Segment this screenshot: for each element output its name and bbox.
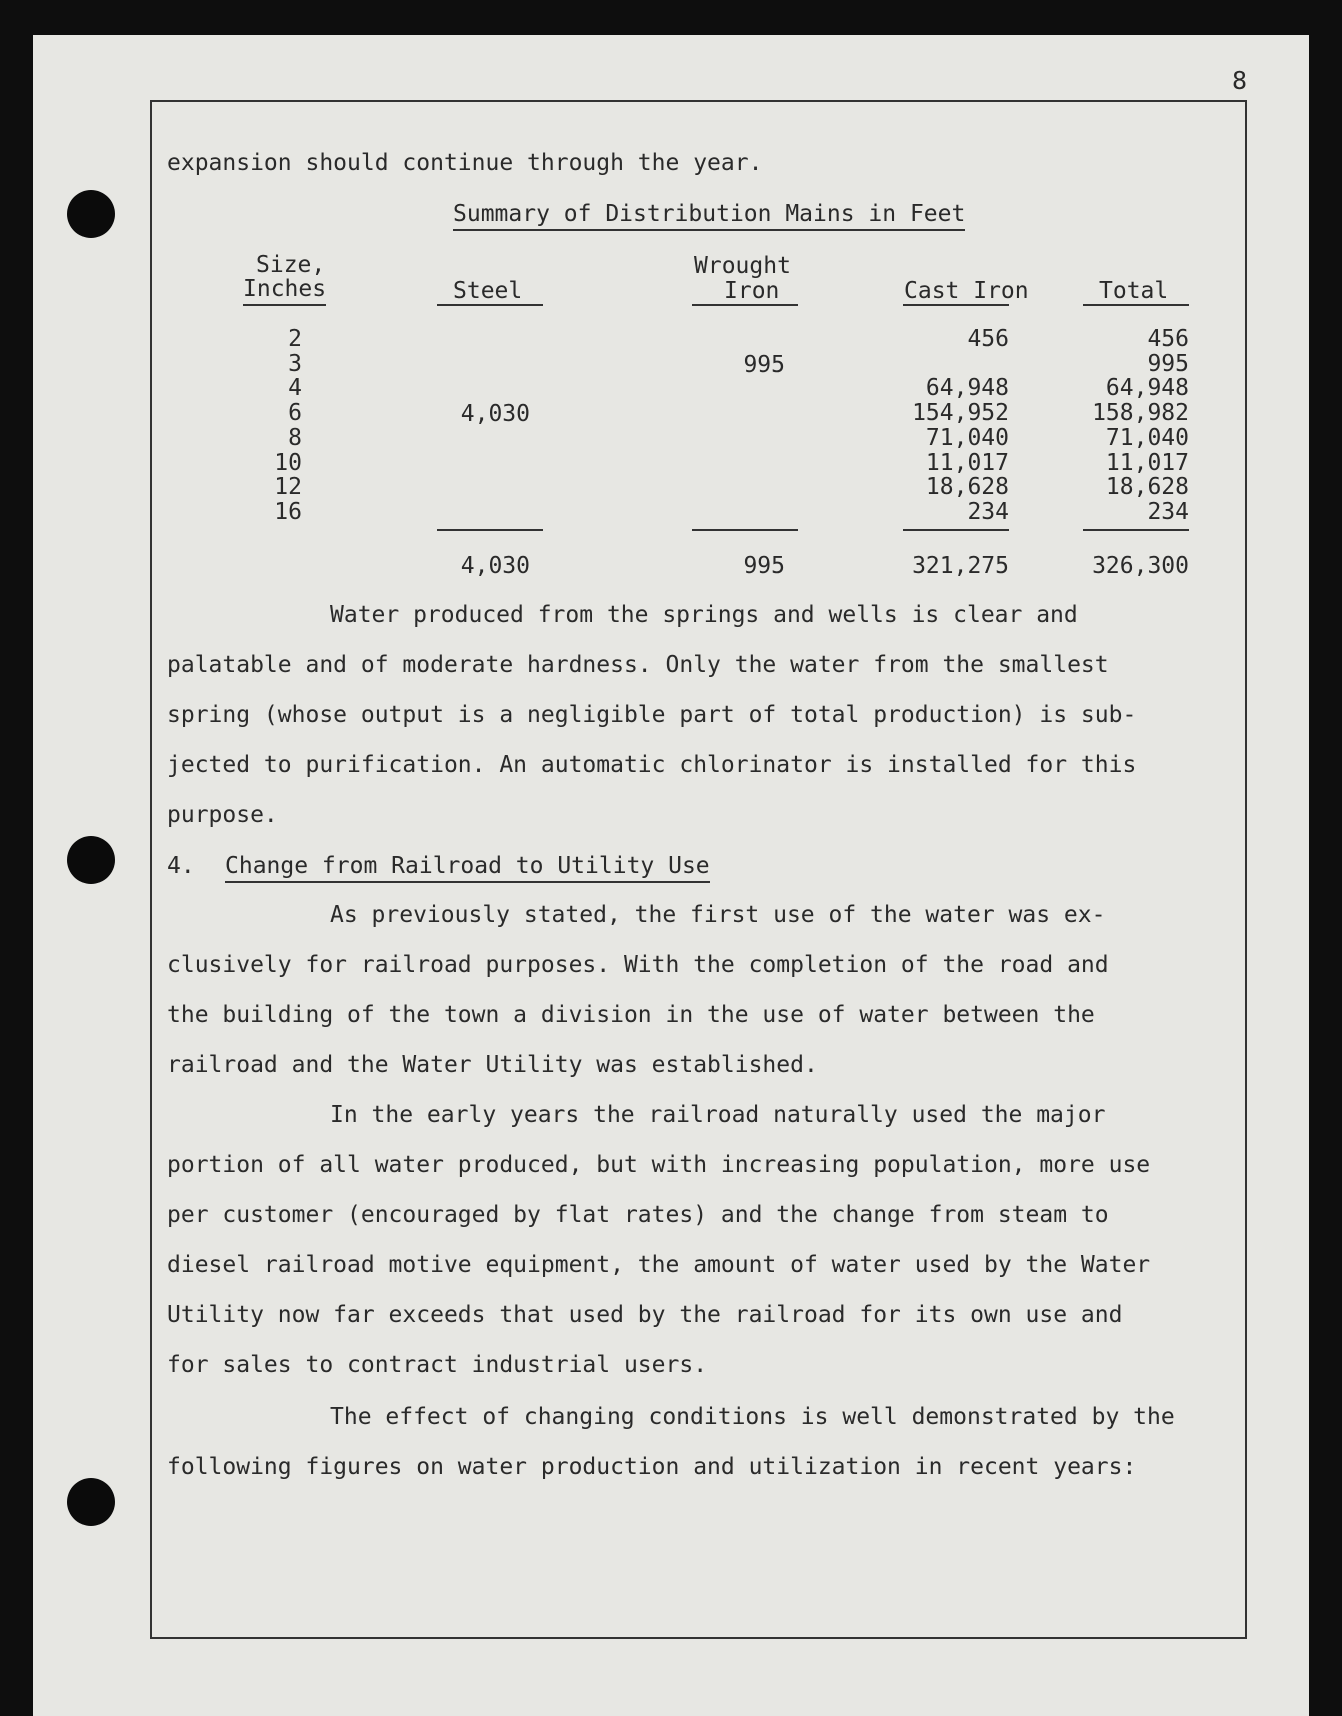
header-total: Total — [1099, 278, 1169, 304]
cell-wrought-iron — [650, 501, 785, 526]
paragraph-line: Water produced from the springs and wells is clear and — [330, 602, 1078, 628]
paragraph-early — [167, 1090, 1247, 1390]
paragraph-line: Utility now far exceeds that used by the railroad for its own use and — [167, 1302, 1123, 1328]
cast-header-rule — [903, 304, 1009, 306]
paragraph-line: clusively for railroad purposes. With the completion of the road and — [167, 952, 1109, 978]
wrought-header-rule — [692, 304, 798, 306]
cell-size: 16 — [274, 498, 302, 525]
cell-total: 234 — [1147, 498, 1189, 525]
paragraph-line: the building of the town a division in the use of water between the — [167, 1002, 1095, 1028]
cell-cast-iron: 71,040 — [925, 424, 1009, 451]
paragraph-line: per customer (encouraged by flat rates) and the change from steam to — [167, 1202, 1109, 1228]
paragraph-line: following figures on water production and utilization in recent years: — [167, 1454, 1137, 1480]
cell-wrought-iron — [650, 402, 785, 427]
punch-hole — [67, 190, 115, 238]
table-title: Summary of Distribution Mains in Feet — [453, 201, 965, 231]
header-wrought-bottom: Iron — [724, 278, 780, 304]
punch-hole — [67, 836, 115, 884]
cell-total: 456 — [1147, 326, 1189, 352]
steel-header-rule — [437, 304, 543, 306]
cell-cast-iron: 18,628 — [925, 474, 1009, 501]
cell-cast-iron: 11,017 — [925, 449, 1009, 476]
cell-size: 10 — [274, 449, 302, 476]
paragraph-line: palatable and of moderate hardness. Only the water from the smallest — [167, 652, 1109, 678]
cell-total: 158,982 — [1092, 400, 1189, 427]
cast-total-rule — [903, 529, 1009, 531]
cell-steel — [400, 378, 530, 403]
cell-steel: 4,030 — [460, 401, 530, 428]
paragraph-effect — [167, 1392, 1247, 1492]
punch-hole — [67, 1478, 115, 1526]
wrought-column — [650, 353, 785, 526]
total-steel: 4,030 — [460, 553, 530, 579]
total-cast-iron: 321,275 — [912, 553, 1009, 579]
paragraph-line: In the early years the railroad naturally used the major — [330, 1102, 1106, 1128]
paragraph-water — [167, 590, 1247, 840]
cell-size: 12 — [274, 474, 302, 501]
cell-total: 11,017 — [1105, 449, 1189, 476]
cell-total: 71,040 — [1105, 424, 1189, 451]
section-title: Change from Railroad to Utility Use — [225, 853, 710, 883]
cell-cast-iron: 234 — [967, 498, 1009, 525]
cell-steel — [400, 427, 530, 452]
cell-wrought-iron — [650, 427, 785, 452]
paragraph-line: jected to purification. An automatic chlorinator is installed for this — [167, 752, 1137, 778]
paragraph-line: The effect of changing conditions is well demonstrated by the — [330, 1404, 1175, 1430]
cell-wrought-iron — [650, 477, 785, 502]
paragraph-change — [167, 890, 1247, 1090]
cell-cast-iron: 64,948 — [925, 375, 1009, 402]
header-steel: Steel — [453, 278, 523, 304]
header-cast-iron: Cast Iron — [904, 278, 1029, 304]
cell-cast-iron — [860, 352, 1009, 377]
cell-size: 2 — [288, 326, 302, 352]
cell-steel — [400, 501, 530, 526]
header-size-bottom: Inches — [243, 276, 326, 306]
header-size-top: Size, — [256, 252, 326, 278]
cell-size: 3 — [288, 350, 302, 377]
total-wrought: 995 — [743, 553, 785, 579]
paragraph-line: for sales to contract industrial users. — [167, 1352, 708, 1378]
wrought-total-rule — [692, 529, 798, 531]
paragraph-line: As previously stated, the first use of the water was ex- — [330, 902, 1106, 928]
steel-total-rule — [437, 529, 543, 531]
total-total-rule — [1083, 529, 1189, 531]
cell-size: 6 — [288, 400, 302, 427]
paragraph-line: diesel railroad motive equipment, the amount of water used by the Water — [167, 1252, 1151, 1278]
cell-cast-iron: 154,952 — [912, 400, 1009, 427]
header-wrought-top: Wrought — [694, 253, 791, 279]
cell-steel — [400, 353, 530, 378]
cell-wrought-iron — [650, 378, 785, 403]
cell-total: 18,628 — [1105, 474, 1189, 501]
paragraph-line: portion of all water produced, but with increasing population, more use — [167, 1152, 1151, 1178]
page-number: 8 — [1232, 66, 1248, 95]
cell-total: 64,948 — [1105, 375, 1189, 402]
cell-cast-iron: 456 — [967, 326, 1009, 352]
cell-size: 8 — [288, 424, 302, 451]
total-header-rule — [1083, 304, 1189, 306]
cell-wrought-iron: 995 — [743, 352, 785, 378]
size-column — [230, 327, 302, 525]
steel-column — [400, 353, 530, 526]
cell-wrought-iron — [650, 452, 785, 477]
paragraph-line: spring (whose output is a negligible part of total production) is sub- — [167, 702, 1137, 728]
total-column — [1040, 327, 1189, 525]
cell-steel — [400, 477, 530, 502]
section-number: 4. — [167, 853, 195, 879]
intro-line: expansion should continue through the year. — [167, 150, 763, 176]
cell-steel — [400, 452, 530, 477]
cell-total: 995 — [1147, 350, 1189, 377]
paragraph-line: railroad and the Water Utility was established. — [167, 1052, 818, 1078]
paragraph-line: purpose. — [167, 802, 278, 828]
cell-size: 4 — [288, 375, 302, 402]
cast-iron-column — [860, 327, 1009, 525]
total-overall: 326,300 — [1092, 553, 1189, 579]
